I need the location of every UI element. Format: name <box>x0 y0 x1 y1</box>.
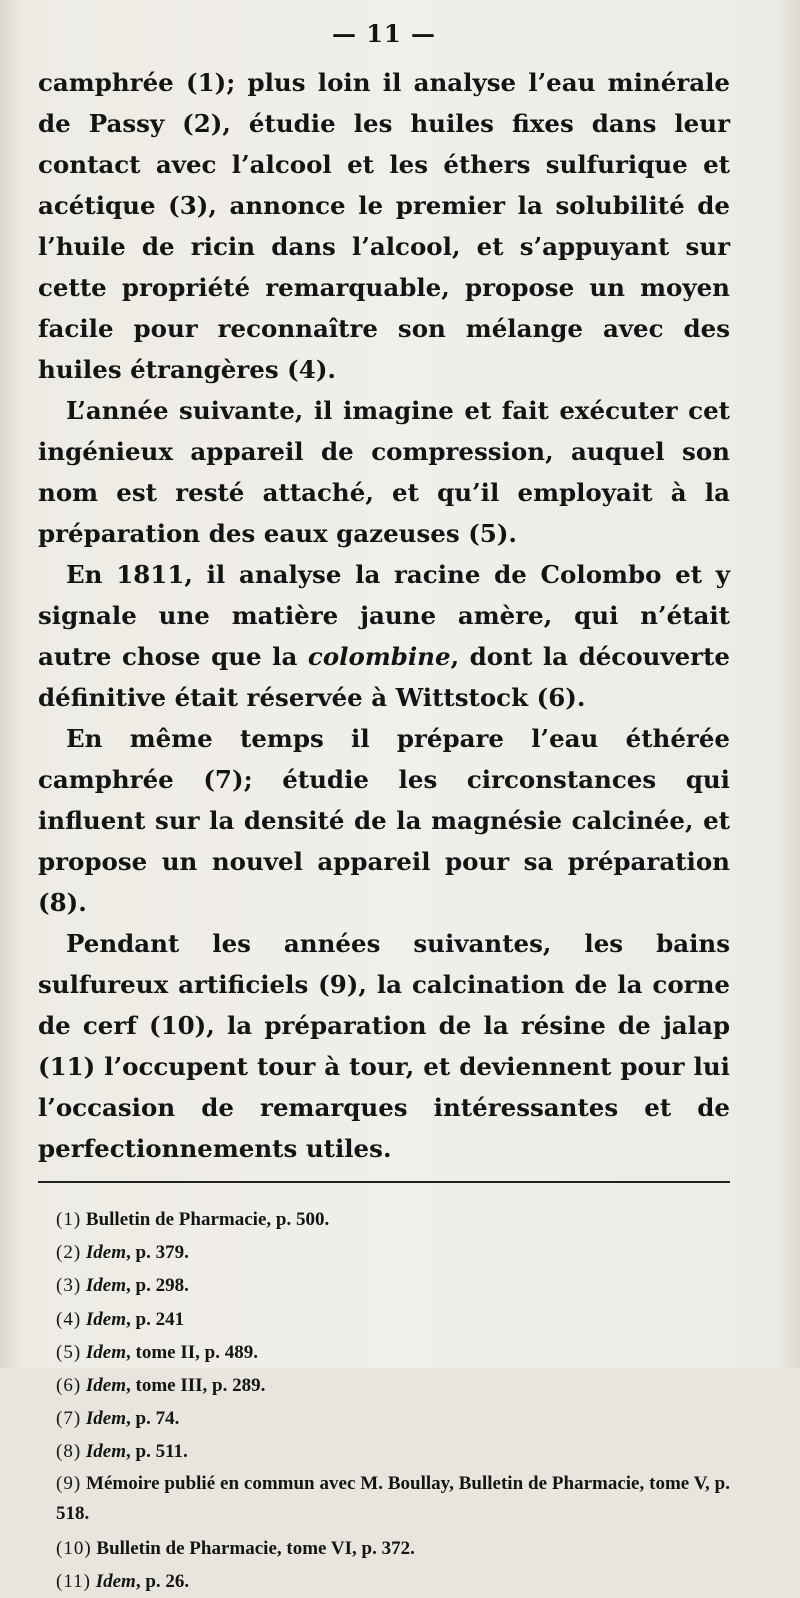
italic-term: colombine <box>307 642 451 671</box>
paragraph: L’année suivante, il imagine et fait exécuter cet ingénieux appareil de compression, auquel son nom est resté attaché, et qu’il employait à la préparation des eaux gazeuses (5). <box>38 396 730 548</box>
footnote: (4) Idem, p. 241 <box>56 1308 185 1330</box>
page-number: — 11 — <box>331 19 437 48</box>
footnote: (9) Mémoire publié en commun avec M. Boullay, Bulletin de Pharmacie, tome V, p. 518. <box>56 1472 730 1524</box>
paragraph: Pendant les années suivantes, les bains sulfureux artificiels (9), la calcination de la corne de cerf (10), la préparation de la résine de jalap (11) l’occupent tour à tour, et deviennent pour lui l’occasion de remarques intéressantes et de perfectionnements utiles. <box>38 929 730 1163</box>
paragraph-text: En 1811, il analyse la racine de Colombo et y signale une matière jaune amère, qui n’était autre chose que la <box>38 560 730 671</box>
paragraph: camphrée (1); plus loin il analyse l’eau minérale de Passy (2), étudie les huiles fixes dans leur contact avec l’alcool et les éthers sulfurique et acétique (3), annonce le premier la solubilité de l’huile de ricin dans l’alcool, et s’appuyant sur cette propriété remarquable, propose un moyen facile pour reconnaître son mélange avec des huiles étrangères (4). <box>38 68 730 384</box>
footnotes <box>56 1203 730 1598</box>
footnote: (3) Idem, p. 298. <box>56 1275 189 1297</box>
footnote-divider <box>38 1181 730 1183</box>
footnote: (6) Idem, tome III, p. 289. <box>56 1375 266 1397</box>
footnote: (8) Idem, p. 511. <box>56 1441 188 1463</box>
footnote: (5) Idem, tome II, p. 489. <box>56 1341 258 1363</box>
footnote: (10) Bulletin de Pharmacie, tome VI, p. 372. <box>56 1537 415 1559</box>
paragraph: En même temps il prépare l’eau éthérée camphrée (7); étudie les circonstances qui influent sur la densité de la magnésie calcinée, et propose un nouvel appareil pour sa préparation (8). <box>38 724 730 917</box>
paragraph <box>38 554 730 718</box>
paragraph-text: Wittstock (6). <box>395 683 586 712</box>
footnote: (2) Idem, p. 379. <box>56 1242 189 1264</box>
body-text <box>38 62 730 1169</box>
footnote: (11) Idem, p. 26. <box>56 1570 190 1592</box>
footnote: (7) Idem, p. 74. <box>56 1408 180 1430</box>
paragraph-text: , dont la découverte définitive était réservée à <box>38 642 730 712</box>
footnote: (1) Bulletin de Pharmacie, p. 500. <box>56 1209 330 1230</box>
